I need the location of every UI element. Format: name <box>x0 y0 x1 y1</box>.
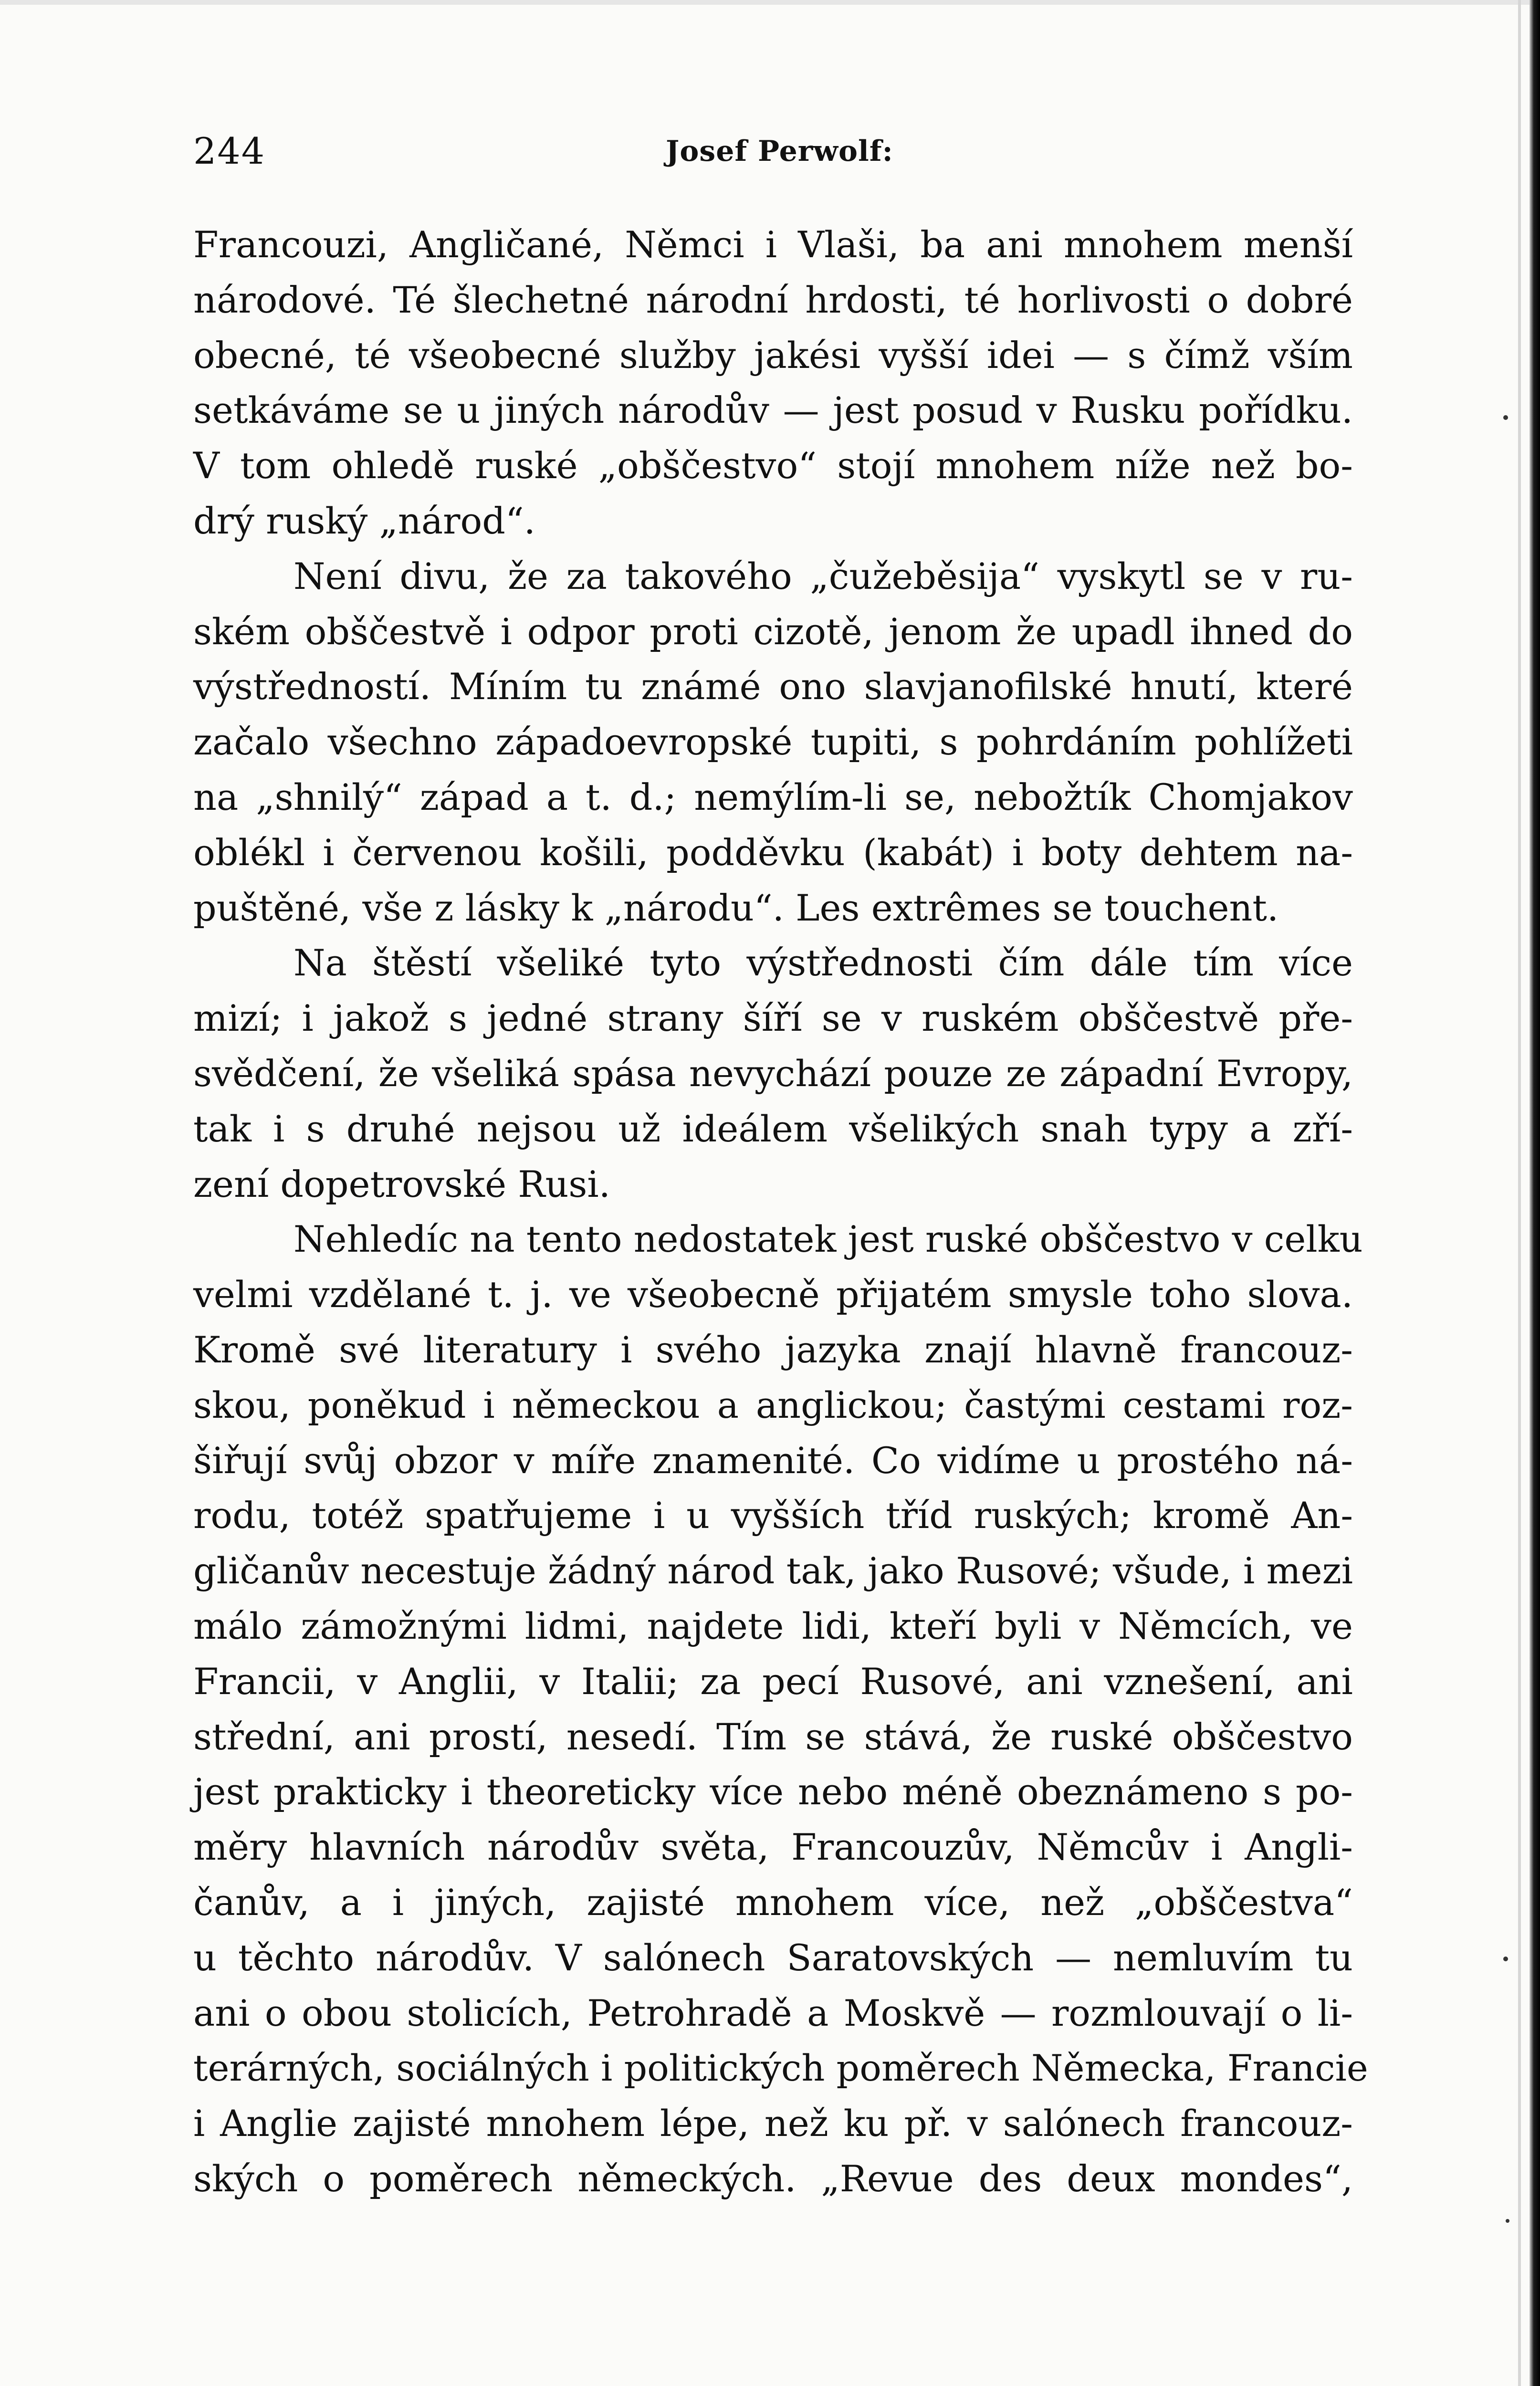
text-line: velmi vzdělané t. j. ve všeobecně přijatém smysle toho slova. <box>193 1273 1353 1316</box>
text-line: zení dopetrovské Rusi. <box>193 1162 610 1205</box>
text-line: ani o obou stolicích, Petrohradě a Moskvě — rozmlouvají o li- <box>193 1991 1353 2034</box>
text-line: obecné, té všeobecné služby jakési vyšší idei — s čímž vším <box>193 334 1353 377</box>
text-line: Nehledíc na tento nedostatek jest ruské obščestvo v celku <box>293 1218 1363 1261</box>
text-line: národové. Té šlechetné národní hrdosti, té horlivosti o dobré <box>193 278 1353 321</box>
running-head: Josef Perwolf: <box>666 135 893 168</box>
text-line: měry hlavních národův světa, Francouzův, Němcův i Angli- <box>193 1826 1353 1869</box>
text-line: jest prakticky i theoreticky více nebo méně obeznámeno s po- <box>193 1770 1353 1813</box>
text-line: tak i s druhé nejsou už ideálem všelikých snah typy a zří- <box>193 1107 1353 1150</box>
text-line: výstředností. Míním tu známé ono slavjanofilské hnutí, které <box>193 665 1353 708</box>
scan-binding-line <box>1518 0 1521 2386</box>
scan-speck <box>1503 415 1508 420</box>
text-line: ském obščestvě i odpor proti cizotě, jenom že upadl ihned do <box>193 610 1353 653</box>
text-line: Francii, v Anglii, v Italii; za pecí Rusové, ani vznešení, ani <box>193 1660 1353 1703</box>
text-line: na „shnilý“ západ a t. d.; nemýlím-li se, nebožtík Chomjakov <box>193 775 1353 818</box>
text-line: Kromě své literatury i svého jazyka znají hlavně francouz- <box>193 1328 1353 1371</box>
text-line: skou, poněkud i německou a anglickou; častými cestami roz- <box>193 1383 1353 1426</box>
text-line: setkáváme se u jiných národův — jest posud v Rusku pořídku. <box>193 389 1353 432</box>
text-line: terárných, sociálných i politických poměrech Německa, Francie <box>193 2047 1368 2090</box>
text-line: rodu, totéž spatřujeme i u vyšších tříd ruských; kromě An- <box>193 1494 1353 1537</box>
text-line: puštěné, vše z lásky k „národu“. Les extrêmes se touchent. <box>193 886 1279 929</box>
body-text <box>193 217 1368 2207</box>
text-line: gličanův necestuje žádný národ tak, jako Rusové; všude, i mezi <box>193 1549 1353 1592</box>
text-line: Francouzi, Angličané, Němci i Vlaši, ba ani mnohem menší <box>193 223 1353 266</box>
text-line: čanův, a i jiných, zajisté mnohem více, než „obščestva“ <box>193 1881 1353 1924</box>
text-line: střední, ani prostí, nesedí. Tím se stává, že ruské obščestvo <box>193 1715 1353 1758</box>
scan-speck <box>1503 1957 1508 1961</box>
text-line: svědčení, že všeliká spása nevychází pouze ze západní Evropy, <box>193 1052 1353 1095</box>
text-line: mizí; i jakož s jedné strany šíří se v ruském obščestvě pře- <box>193 997 1353 1040</box>
text-line: i Anglie zajisté mnohem lépe, než ku př. v salónech francouz- <box>193 2102 1353 2145</box>
text-line: ských o poměrech německých. „Revue des deux mondes“, <box>193 2157 1353 2200</box>
text-line: šiřují svůj obzor v míře znamenité. Co vidíme u prostého ná- <box>193 1439 1353 1482</box>
page-number: 244 <box>193 130 266 172</box>
text-line: u těchto národův. V salónech Saratovských — nemluvím tu <box>193 1936 1353 1979</box>
text-line: začalo všechno západoevropské tupiti, s pohrdáním pohlížeti <box>193 721 1353 764</box>
text-line: Na štěstí všeliké tyto výstřednosti čím dále tím více <box>293 942 1353 984</box>
page-header <box>193 125 1353 178</box>
text-line: oblékl i červenou košili, podděvku (kabát) i boty dehtem na- <box>193 831 1353 874</box>
text-line: V tom ohledě ruské „obščestvo“ stojí mnohem níže než bo- <box>193 444 1353 487</box>
text-line: Není divu, že za takového „čužeběsija“ vyskytl se v ru- <box>293 555 1353 597</box>
text-line: málo zámožnými lidmi, najdete lidi, kteří byli v Němcích, ve <box>193 1604 1353 1647</box>
scan-top-edge <box>0 0 1540 5</box>
scan-binding-edge <box>1530 0 1540 2386</box>
text-line: drý ruský „národ“. <box>193 499 535 542</box>
scan-speck <box>1506 2219 1509 2223</box>
